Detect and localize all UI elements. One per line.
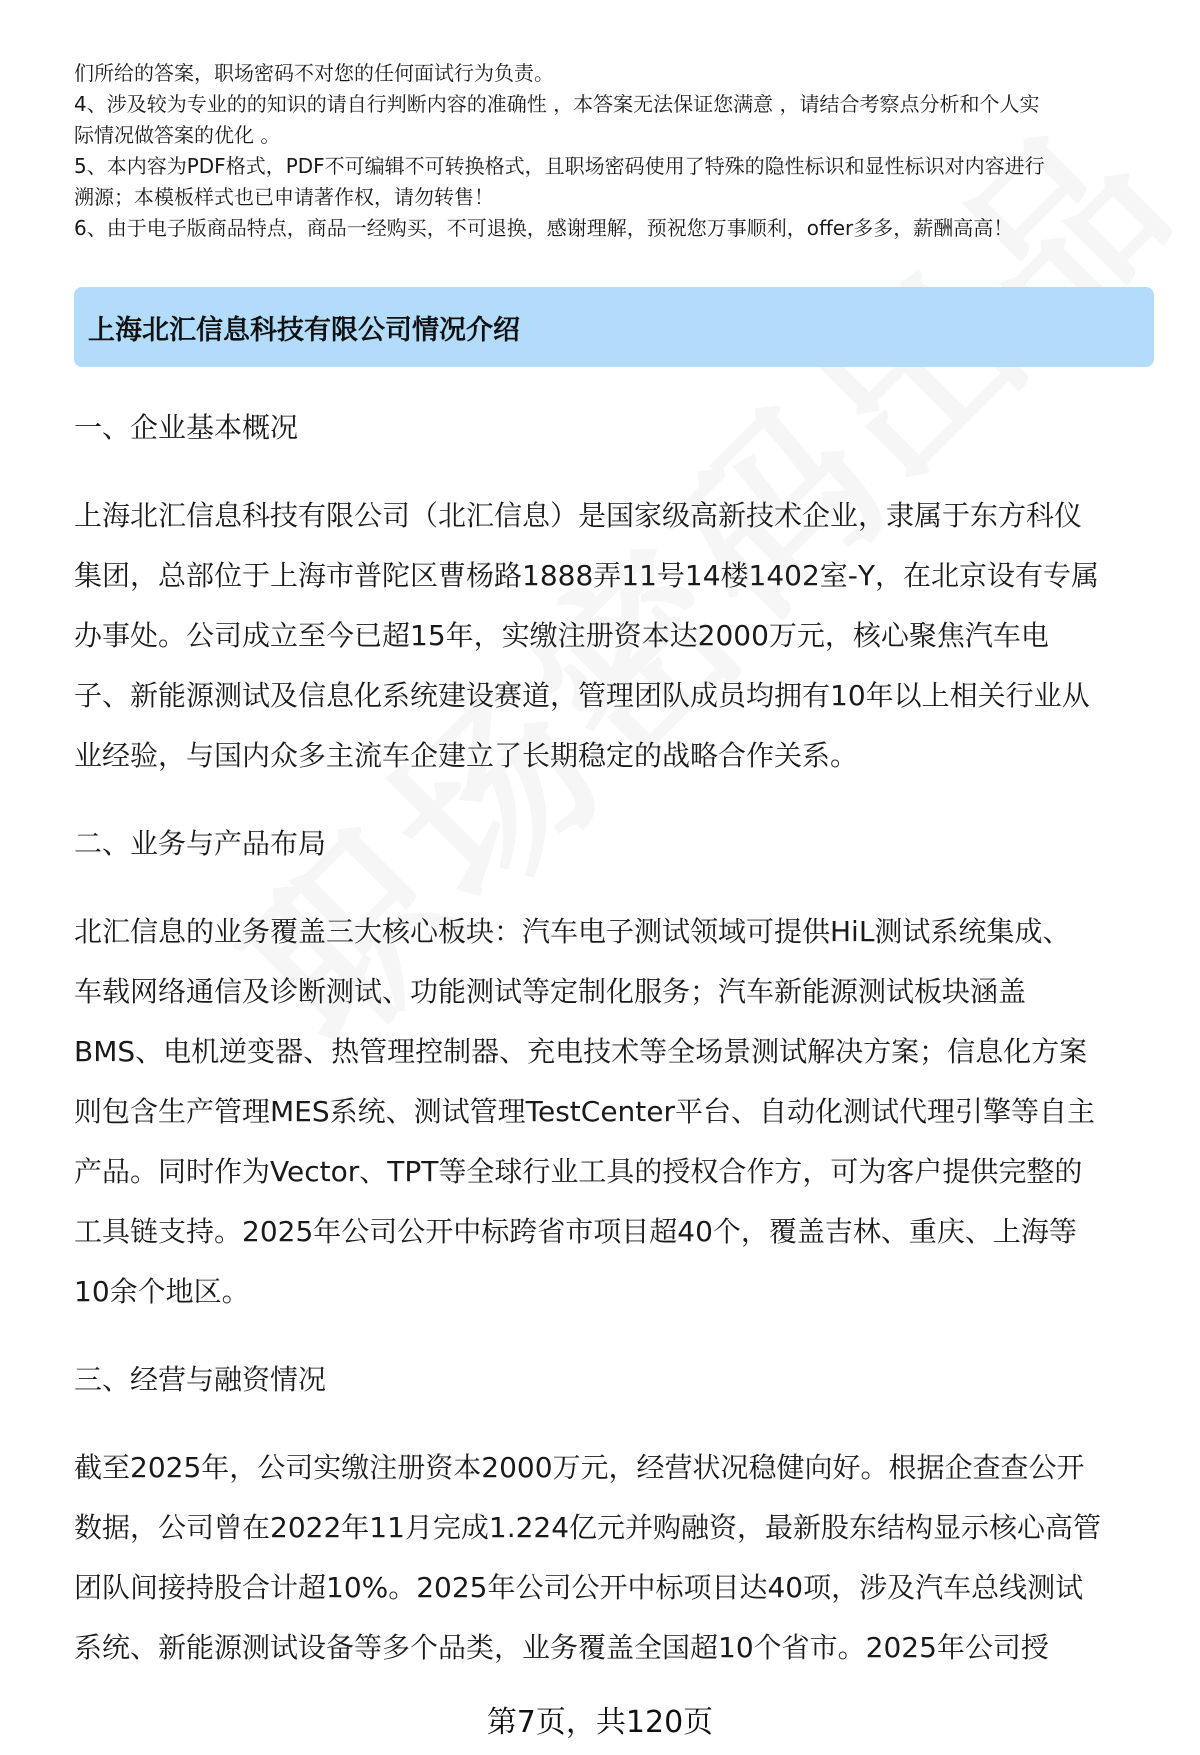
note-line: 5、本内容为PDF格式，PDF不可编辑不可转换格式，且职场密码使用了特殊的隐性标识和显性标识对内容进行	[74, 154, 1045, 178]
paragraph-line: 截至2025年，公司实缴注册资本2000万元，经营状况稳健向好。根据企查查公开	[74, 1451, 1085, 1484]
note-line: 4、涉及较为专业的的知识的请自行判断内容的准确性 ，本答案无法保证您满意 ，请结合考察点分析和个人实	[74, 92, 1040, 116]
paragraph-line: 车载网络通信及诊断测试、功能测试等定制化服务；汽车新能源测试板块涵盖	[74, 975, 1027, 1008]
paragraph-line: 工具链支持。2025年公司公开中标跨省市项目超40个，覆盖吉林、重庆、上海等	[74, 1215, 1077, 1248]
paragraph-line: 数据，公司曾在2022年11月完成1.224亿元并购融资，最新股东结构显示核心高管	[74, 1511, 1102, 1544]
paragraph-line: 系统、新能源测试设备等多个品类，业务覆盖全国超10个省市。2025年公司授	[74, 1631, 1049, 1664]
note-line: 们所给的答案，职场密码不对您的任何面试行为负责。	[74, 61, 554, 85]
paragraph-line: 10余个地区。	[74, 1275, 250, 1308]
paragraph-operations	[74, 1438, 1154, 1678]
paragraph-overview	[74, 486, 1154, 786]
section-heading-overview: 一、企业基本概况	[74, 411, 299, 444]
banner-title: 上海北汇信息科技有限公司情况介绍	[88, 314, 520, 346]
page-number: 第7页，共120页	[486, 1705, 714, 1740]
paragraph-line: 则包含生产管理MES系统、测试管理TestCenter平台、自动化测试代理引擎等自主	[74, 1095, 1096, 1128]
paragraph-business	[74, 902, 1154, 1322]
note-line: 溯源；本模板样式也已申请著作权，请勿转售！	[74, 185, 494, 209]
paragraph-line: 子、新能源测试及信息化系统建设赛道，管理团队成员均拥有10年以上相关行业从	[74, 679, 1090, 712]
section-heading-operations: 三、经营与融资情况	[74, 1363, 327, 1396]
paragraph-line: 产品。同时作为Vector、TPT等全球行业工具的授权合作方，可为客户提供完整的	[74, 1155, 1083, 1188]
section-heading-business: 二、业务与产品布局	[74, 827, 327, 860]
paragraph-line: 集团，总部位于上海市普陀区曹杨路1888弄11号14楼1402室-Y，在北京设有专属	[74, 559, 1099, 592]
paragraph-line: 上海北汇信息科技有限公司（北汇信息）是国家级高新技术企业，隶属于东方科仪	[74, 499, 1083, 532]
note-line: 6、由于电子版商品特点，商品一经购买，不可退换，感谢理解，预祝您万事顺利，offer多多，薪酬高高！	[74, 216, 1014, 240]
paragraph-line: 业经验，与国内众多主流车企建立了长期稳定的战略合作关系。	[74, 739, 859, 772]
paragraph-line: 北汇信息的业务覆盖三大核心板块：汽车电子测试领域可提供HiL测试系统集成、	[74, 915, 1071, 948]
paragraph-line: 团队间接持股合计超10%。2025年公司公开中标项目达40项，涉及汽车总线测试	[74, 1571, 1084, 1604]
note-line: 际情况做答案的优化 。	[74, 123, 281, 147]
paragraph-line: 办事处。公司成立至今已超15年，实缴注册资本达2000万元，核心聚焦汽车电	[74, 619, 1049, 652]
paragraph-line: BMS、电机逆变器、热管理控制器、充电技术等全场景测试解决方案；信息化方案	[74, 1035, 1088, 1068]
section-banner	[74, 287, 1154, 367]
disclaimer-notes	[74, 58, 1154, 244]
